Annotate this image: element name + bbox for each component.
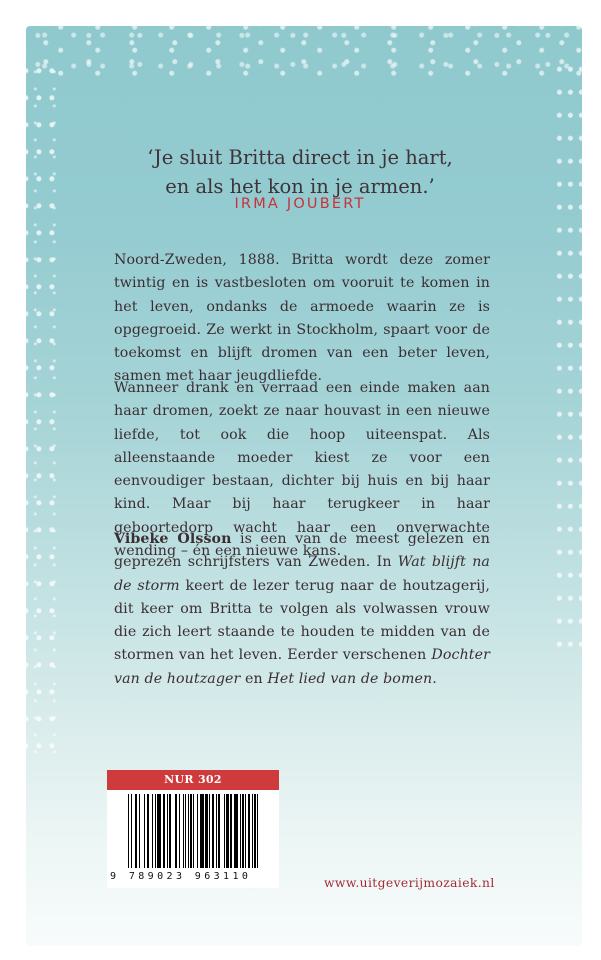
book-title-previous-1: Dochter van de houtzager — [114, 647, 490, 687]
isbn-barcode — [128, 794, 260, 868]
barcode-bar — [258, 794, 259, 868]
grunge-texture-right — [555, 60, 585, 660]
nur-label: NUR 302 — [107, 770, 279, 790]
grunge-texture-top — [20, 18, 588, 78]
author-bio-paragraph — [114, 528, 490, 691]
blurb-paragraph-2: Wanneer drank en verraad een einde maken aan haar dromen, zoekt ze naar houvast in een nieuwe liefde, tot ook die hoop uiteenspat. Als alleenstaande moeder kiest ze voor een eenvoudiger bestaan, dichter bij huis en bij haar kind. Maar bij haar terugkeer in haar geboortedorp wacht haar een onverwachte wending – én een nieuwe kans. — [114, 380, 490, 560]
book-title-previous-2: Het lied van de bomen — [267, 670, 433, 687]
publisher-website[interactable]: www.uitgeverijmozaiek.nl — [324, 876, 495, 890]
bio-text-b: keert de lezer terug naar de houtzagerij, dit keer om Britta te volgen als volwassen vrouw die zich leert staande te houden te midden van de stormen van het leven. Eerder verschenen — [114, 577, 491, 664]
book-title-current: Wat blijft na de storm — [114, 554, 490, 594]
author-name: Vibeke Olsson — [114, 531, 232, 547]
isbn-digits: 9 789023 963110 — [110, 871, 252, 882]
quote-line-2: en als het kon in je armen.’ — [165, 175, 435, 198]
blurb-paragraph-1: Noord-Zweden, 1888. Britta wordt deze zomer twintig en is vastbesloten om vooruit te komen in het leven, ondanks de armoede waarin ze is opgegroeid. Ze werkt in Stockholm, spaart voor de toekomst en blijft dromen van een beter leven, samen met haar jeugdliefde. — [114, 252, 490, 385]
endorsement-quote — [100, 143, 500, 201]
grunge-texture-left — [22, 60, 62, 760]
bio-text-a: is een van de meest gelezen en geprezen schrijfsters van Zweden. In — [114, 531, 491, 571]
quote-line-1: ‘Je sluit Britta direct in je hart, — [147, 146, 453, 169]
quote-author: IRMA JOUBERT — [234, 196, 366, 212]
bio-text-d: . — [432, 670, 437, 687]
bio-text-c: en — [240, 670, 268, 687]
